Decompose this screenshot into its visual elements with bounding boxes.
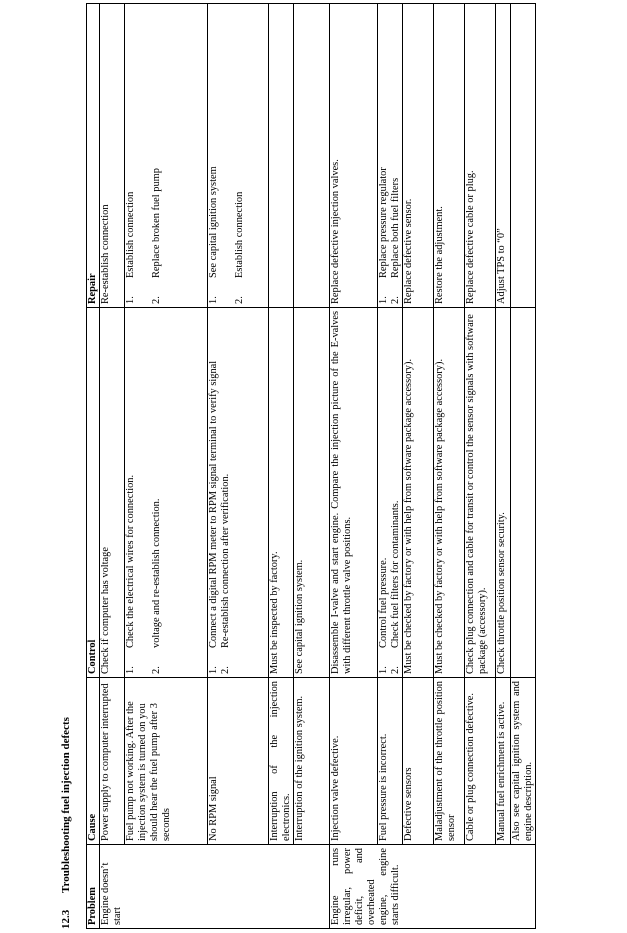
cause-cell: Fuel pressure is incorrect.: [378, 678, 403, 845]
cause-cell: No RPM signal: [208, 678, 269, 845]
repair-list: [208, 7, 246, 304]
problem-cell: Engine doesn’t start: [100, 845, 330, 929]
repair-cell: [208, 4, 269, 308]
table-row: [330, 4, 378, 929]
table-row: [208, 4, 269, 929]
cause-cell: Manual fuel enrichment is active.: [496, 678, 511, 845]
troubleshooting-table: [86, 3, 536, 929]
control-cell: [125, 308, 208, 678]
table-row: [496, 4, 511, 929]
repair-cell: Adjust TPS to “0”: [496, 4, 511, 308]
control-cell: Must be inspected by factory.: [269, 308, 294, 678]
control-list: [208, 311, 232, 674]
list-item: 2. Replace both fuel filters: [390, 177, 401, 304]
table-row: [511, 4, 536, 929]
cause-cell: Also see capital ignition system and engine description.: [511, 678, 536, 845]
table-row: [269, 4, 294, 929]
table-header-row: [87, 4, 100, 929]
list-item: 2. Check fuel filters for contaminants.: [390, 500, 401, 674]
section-number: 12.3: [60, 909, 72, 929]
header-problem: Problem: [87, 845, 100, 929]
control-list: [378, 311, 402, 674]
list-item: 1. Control fuel pressure.: [378, 557, 389, 674]
list-item: 1. See capital ignition system: [208, 166, 219, 304]
table-row: [465, 4, 496, 929]
repair-cell: [511, 4, 536, 308]
list-item: 2. Replace broken fuel pump: [151, 168, 162, 304]
repair-list: [125, 7, 163, 304]
header-cause: Cause: [87, 678, 100, 845]
repair-cell: [294, 4, 330, 308]
control-cell: [511, 308, 536, 678]
repair-cell: [125, 4, 208, 308]
list-item: 2. Establish connection: [234, 191, 245, 304]
header-control: Control: [87, 308, 100, 678]
list-item: 2. Re-establish connection after verification.: [220, 473, 231, 674]
repair-cell: Replace defective sensor.: [403, 4, 434, 308]
control-cell: [378, 308, 403, 678]
repair-cell: Replace defective injection valves.: [330, 4, 378, 308]
repair-list: [378, 7, 402, 304]
cause-cell: Defective sensors: [403, 678, 434, 845]
cause-cell: Fuel pump not working. After the injection system is turned on you should hear the fuel pump after 3 seconds: [125, 678, 208, 845]
control-cell: Must be checked by factory or with help from software package accessory).: [434, 308, 465, 678]
control-cell: [208, 308, 269, 678]
list-item: 1. Check the electrical wires for connection.: [125, 474, 136, 674]
section-heading: [60, 717, 72, 929]
table-row: [378, 4, 403, 929]
control-cell: Check if computer has voltage: [100, 308, 125, 678]
cause-cell: Power supply to computer interrupted: [100, 678, 125, 845]
section-title: Troubleshooting fuel injection defects: [60, 717, 72, 893]
control-list: [125, 311, 163, 674]
cause-cell: Interruption of the injection electronics.: [269, 678, 294, 845]
list-item: 1. Replace pressure regulator: [378, 167, 389, 304]
problem-cell: Engine runs irregular, power deficit, and overheated engine, engine starts difficult.: [330, 845, 536, 929]
control-cell: Check plug connection and cable for transit or control the sensor signals with software package (accessory).: [465, 308, 496, 678]
repair-cell: Replace defective cable or plug.: [465, 4, 496, 308]
repair-cell: [269, 4, 294, 308]
control-cell: See capital ignition system.: [294, 308, 330, 678]
repair-cell: [378, 4, 403, 308]
cause-cell: Maladjustment of the throttle position sensor: [434, 678, 465, 845]
header-repair: Repair: [87, 4, 100, 308]
control-cell: Check throttle position sensor security.: [496, 308, 511, 678]
repair-cell: Re-establish connection: [100, 4, 125, 308]
table-row: [294, 4, 330, 929]
table-row: [125, 4, 208, 929]
table-row: [403, 4, 434, 929]
list-item: 2. voltage and re-establish connection.: [151, 498, 162, 674]
repair-cell: Restore the adjustment.: [434, 4, 465, 308]
control-cell: Disassemble I-valve and start engine. Compare the injection picture of the E-valves with different throttle valve positions.: [330, 308, 378, 678]
control-cell: Must be checked by factory or with help from software package accessory).: [403, 308, 434, 678]
list-item: 1. Establish connection: [125, 191, 136, 304]
cause-cell: Injection valve defective.: [330, 678, 378, 845]
cause-cell: Interruption of the ignition system.: [294, 678, 330, 845]
list-item: 1. Connect a digital RPM meter to RPM signal terminal to verify signal: [208, 360, 219, 674]
table-row: [434, 4, 465, 929]
cause-cell: Cable or plug connection defective.: [465, 678, 496, 845]
table-row: [100, 4, 125, 929]
